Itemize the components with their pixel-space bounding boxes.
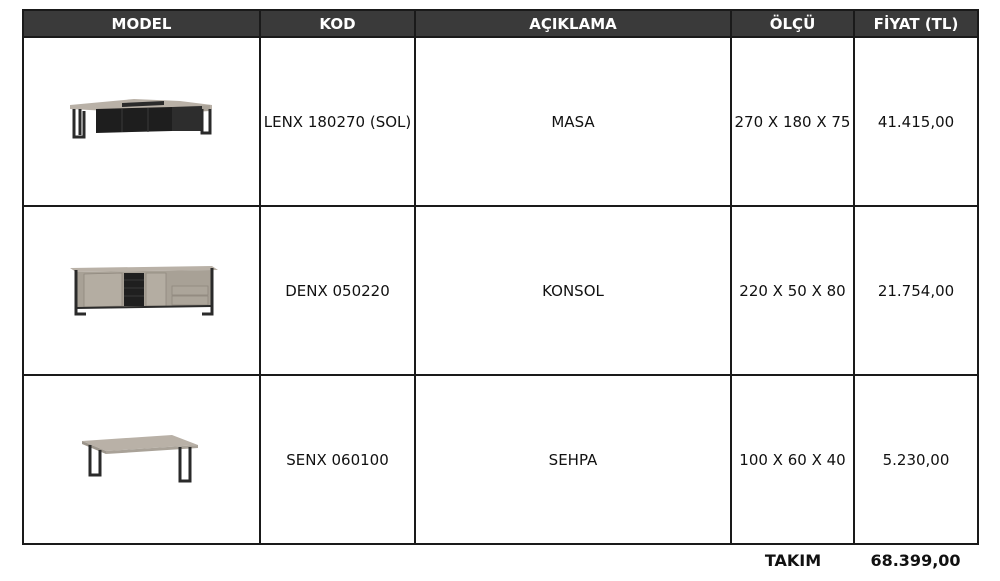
model-cell: [23, 37, 260, 206]
fiyat-cell: 41.415,00: [854, 37, 978, 206]
kod-cell: LENX 180270 (SOL): [260, 37, 415, 206]
header-fiyat: FİYAT (TL): [854, 10, 978, 37]
olcu-cell: 220 X 50 X 80: [731, 206, 854, 375]
kod-cell: SENX 060100: [260, 375, 415, 544]
header-model: MODEL: [23, 10, 260, 37]
header-kod: KOD: [260, 10, 415, 37]
aciklama-cell: SEHPA: [415, 375, 731, 544]
table-header-row: [23, 10, 978, 37]
fiyat-cell: 5.230,00: [854, 375, 978, 544]
price-table: [22, 9, 979, 545]
olcu-cell: 100 X 60 X 40: [731, 375, 854, 544]
olcu-cell: 270 X 180 X 75: [731, 37, 854, 206]
aciklama-cell: KONSOL: [415, 206, 731, 375]
console-image: [62, 256, 222, 326]
coffee-table-image: [62, 425, 222, 495]
aciklama-cell: MASA: [415, 37, 731, 206]
total-value: 68.399,00: [870, 551, 961, 570]
header-olcu: ÖLÇÜ: [731, 10, 854, 37]
totals-row: [0, 551, 1000, 575]
total-label: TAKIM: [764, 551, 822, 570]
model-cell: [23, 375, 260, 544]
header-aciklama: AÇIKLAMA: [415, 10, 731, 37]
kod-cell: DENX 050220: [260, 206, 415, 375]
table-row: [23, 375, 978, 544]
model-cell: [23, 206, 260, 375]
desk-image: [62, 87, 222, 157]
table-row: [23, 37, 978, 206]
table-row: [23, 206, 978, 375]
fiyat-cell: 21.754,00: [854, 206, 978, 375]
